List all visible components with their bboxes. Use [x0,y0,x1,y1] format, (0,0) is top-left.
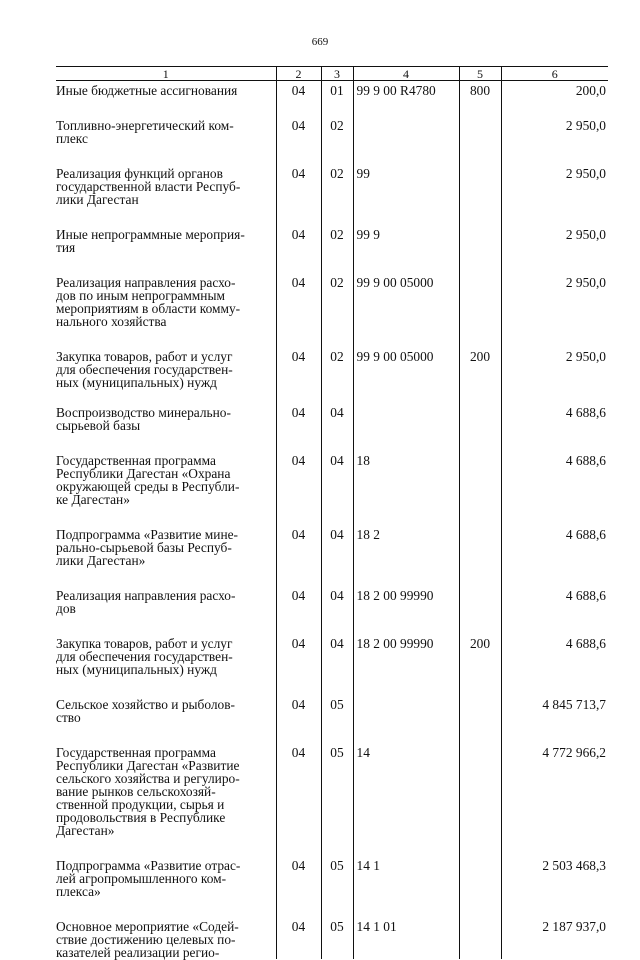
header-col-1: 1 [56,67,276,81]
table-row [56,145,608,206]
row-target-article-code [353,97,459,145]
row-target-article-code: 99 9 [353,206,459,254]
row-name-line: плекса» [56,884,101,899]
row-name-line: лики Дагестан» [56,553,146,568]
row-name-line: ство [56,710,81,725]
row-section-code: 04 [276,145,321,206]
row-name-line: Республики Дагестан «Развитие [56,758,240,773]
row-name-line: Закупка товаров, работ и услуг [56,349,233,364]
row-amount: 2 503 468,3 [501,837,608,898]
row-name-line: Реализация функций органов [56,166,223,181]
row-subsection-code: 02 [321,97,353,145]
table-row [56,432,608,506]
row-name-line: рально-сырьевой базы Респуб- [56,540,232,555]
table-row [56,724,608,837]
row-name-line: государственной власти Респуб- [56,179,241,194]
row-name-cell [56,506,276,567]
row-subsection-code: 05 [321,724,353,837]
row-section-code: 04 [276,81,321,98]
row-section-code: 04 [276,676,321,724]
row-name-line: Закупка товаров, работ и услуг [56,636,233,651]
row-amount: 4 688,6 [501,506,608,567]
table-row [56,837,608,898]
row-section-code: 04 [276,328,321,389]
row-subsection-code: 04 [321,389,353,432]
row-amount: 4 688,6 [501,432,608,506]
row-amount: 4 772 966,2 [501,724,608,837]
row-section-code: 04 [276,254,321,328]
row-name-line: для обеспечения государствен- [56,362,233,377]
row-target-article-code: 99 [353,145,459,206]
row-section-code: 04 [276,615,321,676]
row-expense-type-code [459,837,501,898]
row-name-line: Дагестан» [56,823,115,838]
row-name-line: Основное мероприятие «Содей- [56,919,239,934]
header-col-2: 2 [276,67,321,81]
header-col-4: 4 [353,67,459,81]
table-row [56,97,608,145]
row-expense-type-code [459,676,501,724]
row-subsection-code: 02 [321,145,353,206]
table-row [56,328,608,389]
row-name-line: лей агропромышленного ком- [56,871,227,886]
row-name-cell [56,389,276,432]
row-name-line: ных (муниципальных) нужд [56,662,217,677]
row-name-cell [56,567,276,615]
row-amount: 2 950,0 [501,97,608,145]
row-amount: 2 950,0 [501,328,608,389]
row-expense-type-code: 200 [459,615,501,676]
row-subsection-code: 02 [321,254,353,328]
table-header-row [56,67,608,81]
page-number: 669 [311,36,329,48]
row-amount: 4 845 713,7 [501,676,608,724]
row-name-line: Воспроизводство минерально- [56,405,231,420]
row-target-article-code: 18 2 00 99990 [353,567,459,615]
row-amount: 2 950,0 [501,145,608,206]
row-name-cell [56,254,276,328]
row-expense-type-code [459,254,501,328]
row-name-line: Сельское хозяйство и рыболов- [56,697,236,712]
row-section-code: 04 [276,837,321,898]
row-name-line: ствие достижению целевых по- [56,932,236,947]
table-row [56,81,608,98]
row-name-line: сырьевой базы [56,418,141,433]
row-name-line: ке Дагестан» [56,492,130,507]
row-amount: 4 688,6 [501,615,608,676]
row-subsection-code: 01 [321,81,353,98]
table-body [56,81,608,960]
row-name-line: Подпрограмма «Развитие мине- [56,527,239,542]
row-subsection-code: 04 [321,567,353,615]
row-section-code: 04 [276,432,321,506]
row-expense-type-code [459,145,501,206]
row-target-article-code: 14 1 [353,837,459,898]
row-name-line: продовольствия в Республике [56,810,226,825]
row-expense-type-code [459,97,501,145]
row-expense-type-code [459,567,501,615]
row-expense-type-code [459,389,501,432]
row-name-line: тия [56,240,76,255]
row-target-article-code: 18 2 [353,506,459,567]
row-name-cell [56,328,276,389]
header-col-5: 5 [459,67,501,81]
row-subsection-code: 02 [321,328,353,389]
row-target-article-code [353,676,459,724]
table-row [56,206,608,254]
row-subsection-code: 04 [321,432,353,506]
header-col-6: 6 [501,67,608,81]
row-expense-type-code: 800 [459,81,501,98]
row-target-article-code: 99 9 00 05000 [353,254,459,328]
row-section-code: 04 [276,724,321,837]
row-name-line: дов по иным непрограммным [56,288,225,303]
row-target-article-code: 18 2 00 99990 [353,615,459,676]
row-name-line: казателей реализации регио- [56,945,220,960]
row-name-line: сельского хозяйства и регулиро- [56,771,240,786]
row-target-article-code: 18 [353,432,459,506]
row-name-line: ных (муниципальных) нужд [56,375,217,390]
row-subsection-code: 05 [321,898,353,959]
row-name-line: ственной продукции, сырья и [56,797,225,812]
row-amount: 200,0 [501,81,608,98]
row-expense-type-code: 200 [459,328,501,389]
row-name-line: дов [56,601,76,616]
row-section-code: 04 [276,206,321,254]
row-name-cell [56,615,276,676]
header-col-3: 3 [321,67,353,81]
row-target-article-code: 99 9 00 R4780 [353,81,459,98]
row-expense-type-code [459,724,501,837]
row-target-article-code [353,389,459,432]
row-name-cell [56,898,276,959]
table-row [56,506,608,567]
row-name-cell [56,837,276,898]
row-section-code: 04 [276,97,321,145]
row-amount: 2 950,0 [501,254,608,328]
row-expense-type-code [459,206,501,254]
row-name-cell [56,97,276,145]
row-name-line: Иные непрограммные мероприя- [56,227,245,242]
row-name-cell [56,145,276,206]
row-subsection-code: 05 [321,837,353,898]
row-expense-type-code [459,432,501,506]
row-name-line: Подпрограмма «Развитие отрас- [56,858,241,873]
row-name-cell [56,206,276,254]
row-name-cell [56,81,276,98]
row-section-code: 04 [276,389,321,432]
row-name-line: Республики Дагестан «Охрана [56,466,231,481]
row-name-cell [56,432,276,506]
row-amount: 2 950,0 [501,206,608,254]
row-name-line: Государственная программа [56,453,216,468]
row-name-line: Реализация направления расхо- [56,275,236,290]
row-name-line: нального хозяйства [56,314,167,329]
table-row [56,389,608,432]
row-section-code: 04 [276,898,321,959]
row-target-article-code: 14 [353,724,459,837]
row-name-line: для обеспечения государствен- [56,649,233,664]
row-expense-type-code [459,898,501,959]
table-row [56,254,608,328]
row-section-code: 04 [276,506,321,567]
row-subsection-code: 02 [321,206,353,254]
row-name-line: окружающей среды в Республи- [56,479,240,494]
row-name-line: Топливно-энергетический ком- [56,118,234,133]
row-name-line: вание рынков сельскохозяй- [56,784,216,799]
row-subsection-code: 04 [321,506,353,567]
table-row [56,676,608,724]
row-subsection-code: 04 [321,615,353,676]
budget-table [56,66,608,959]
table-row [56,567,608,615]
row-target-article-code: 14 1 01 [353,898,459,959]
row-name-line: Государственная программа [56,745,216,760]
row-name-cell [56,724,276,837]
row-name-line: плекс [56,131,88,146]
row-name-line: мероприятиям в области комму- [56,301,241,316]
row-amount: 2 187 937,0 [501,898,608,959]
row-name-line: Иные бюджетные ассигнования [56,83,238,98]
table-row [56,615,608,676]
row-name-line: Реализация направления расхо- [56,588,236,603]
row-amount: 4 688,6 [501,389,608,432]
row-name-cell [56,676,276,724]
row-subsection-code: 05 [321,676,353,724]
row-name-line: лики Дагестан [56,192,139,207]
row-target-article-code: 99 9 00 05000 [353,328,459,389]
row-expense-type-code [459,506,501,567]
table-row [56,898,608,959]
row-section-code: 04 [276,567,321,615]
row-amount: 4 688,6 [501,567,608,615]
